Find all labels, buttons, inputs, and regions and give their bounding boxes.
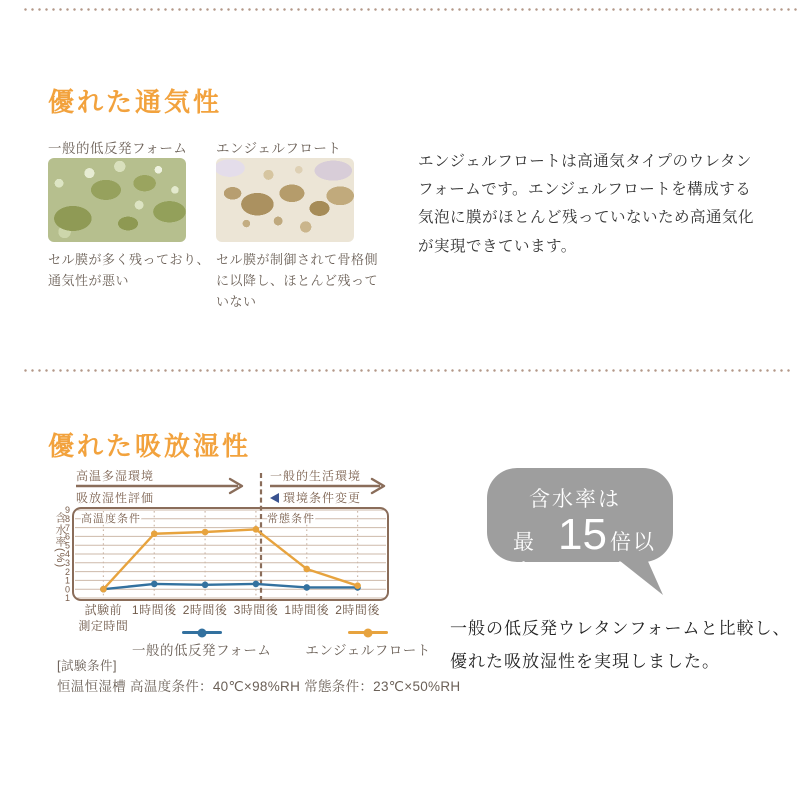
foam-generic-caption: セル膜が多く残っており、 通気性が悪い xyxy=(48,252,211,288)
region-label-high-temp: 高温度条件 xyxy=(81,513,141,525)
legend-marker-icon xyxy=(348,627,388,638)
svg-text:1時間後: 1時間後 xyxy=(284,603,330,617)
svg-text:1: 1 xyxy=(64,593,70,604)
foam-angelfloat-photo xyxy=(216,158,354,242)
callout-bubble xyxy=(487,468,673,584)
svg-text:1時間後: 1時間後 xyxy=(131,603,177,617)
svg-text:5: 5 xyxy=(64,540,70,551)
legend-item xyxy=(305,627,430,659)
region-label-normal: 常態条件 xyxy=(267,513,315,525)
section-heading-breathability: 優れた通気性 xyxy=(48,87,223,117)
svg-text:2時間後: 2時間後 xyxy=(182,603,228,617)
legend-item xyxy=(132,627,271,659)
legend-marker-icon xyxy=(182,627,222,638)
bubble-prefix: 最大 xyxy=(513,531,536,584)
phase-left-eval-label: 吸放湿性評価 xyxy=(76,491,155,505)
svg-text:測定時間: 測定時間 xyxy=(78,619,129,633)
svg-text:7: 7 xyxy=(64,522,70,533)
legend-label: エンジェルフロート xyxy=(305,643,431,658)
dotted-divider-middle xyxy=(24,369,790,372)
svg-text:2時間後: 2時間後 xyxy=(335,603,380,617)
chart-y-axis-title: 含水率(%) xyxy=(54,512,66,569)
svg-text:4: 4 xyxy=(64,549,70,560)
foam-generic-photo xyxy=(48,158,186,242)
svg-text:1: 1 xyxy=(64,575,70,586)
bubble-big-number: 15 xyxy=(558,510,607,559)
test-conditions-text: 恒温恒湿槽 高温度条件：40℃×98%RH 常態条件：23℃×50%RH xyxy=(57,679,461,694)
svg-text:3: 3 xyxy=(64,558,70,568)
chart-legend xyxy=(132,627,431,659)
env-change-left-arrow-icon xyxy=(270,493,279,503)
moisture-chart xyxy=(52,463,397,641)
foam-angelfloat-caption: セル膜が制御されて骨格側 に以降し、ほとんど残って いない xyxy=(216,252,379,309)
svg-text:6: 6 xyxy=(64,531,70,542)
svg-text:試験前: 試験前 xyxy=(84,603,123,617)
env-change-label: 環境条件変更 xyxy=(283,491,362,505)
svg-text:3時間後: 3時間後 xyxy=(233,603,279,617)
svg-text:2: 2 xyxy=(64,566,70,577)
phase-left-env-label: 高温多湿環境 xyxy=(76,469,155,483)
breathability-description: エンジェルフロートは高通気タイプのウレタン フォームです。エンジェルフロートを構成する 気泡に膜がほとんど残っていないため高通気化 が実現できています。 xyxy=(418,153,755,255)
section-heading-moisture: 優れた吸放湿性 xyxy=(48,431,252,461)
foam-generic-label: 一般的低反発フォーム xyxy=(48,141,188,156)
svg-text:0: 0 xyxy=(64,584,70,595)
test-conditions-title: [試験条件] xyxy=(57,659,117,673)
moisture-result-text: 一般の低反発ウレタンフォームと比較し、 優れた吸放湿性を実現しました。 xyxy=(450,619,791,672)
legend-label: 一般的低反発フォーム xyxy=(132,643,272,658)
dotted-divider-top xyxy=(24,8,800,11)
phase-right-env-label: 一般的生活環境 xyxy=(270,469,362,483)
svg-text:9: 9 xyxy=(64,505,70,516)
foam-angelfloat-label: エンジェルフロート xyxy=(216,141,342,156)
bubble-text-line1: 含水率は xyxy=(529,488,621,511)
bubble-suffix: 倍以上 xyxy=(609,531,656,584)
svg-text:8: 8 xyxy=(64,514,70,524)
